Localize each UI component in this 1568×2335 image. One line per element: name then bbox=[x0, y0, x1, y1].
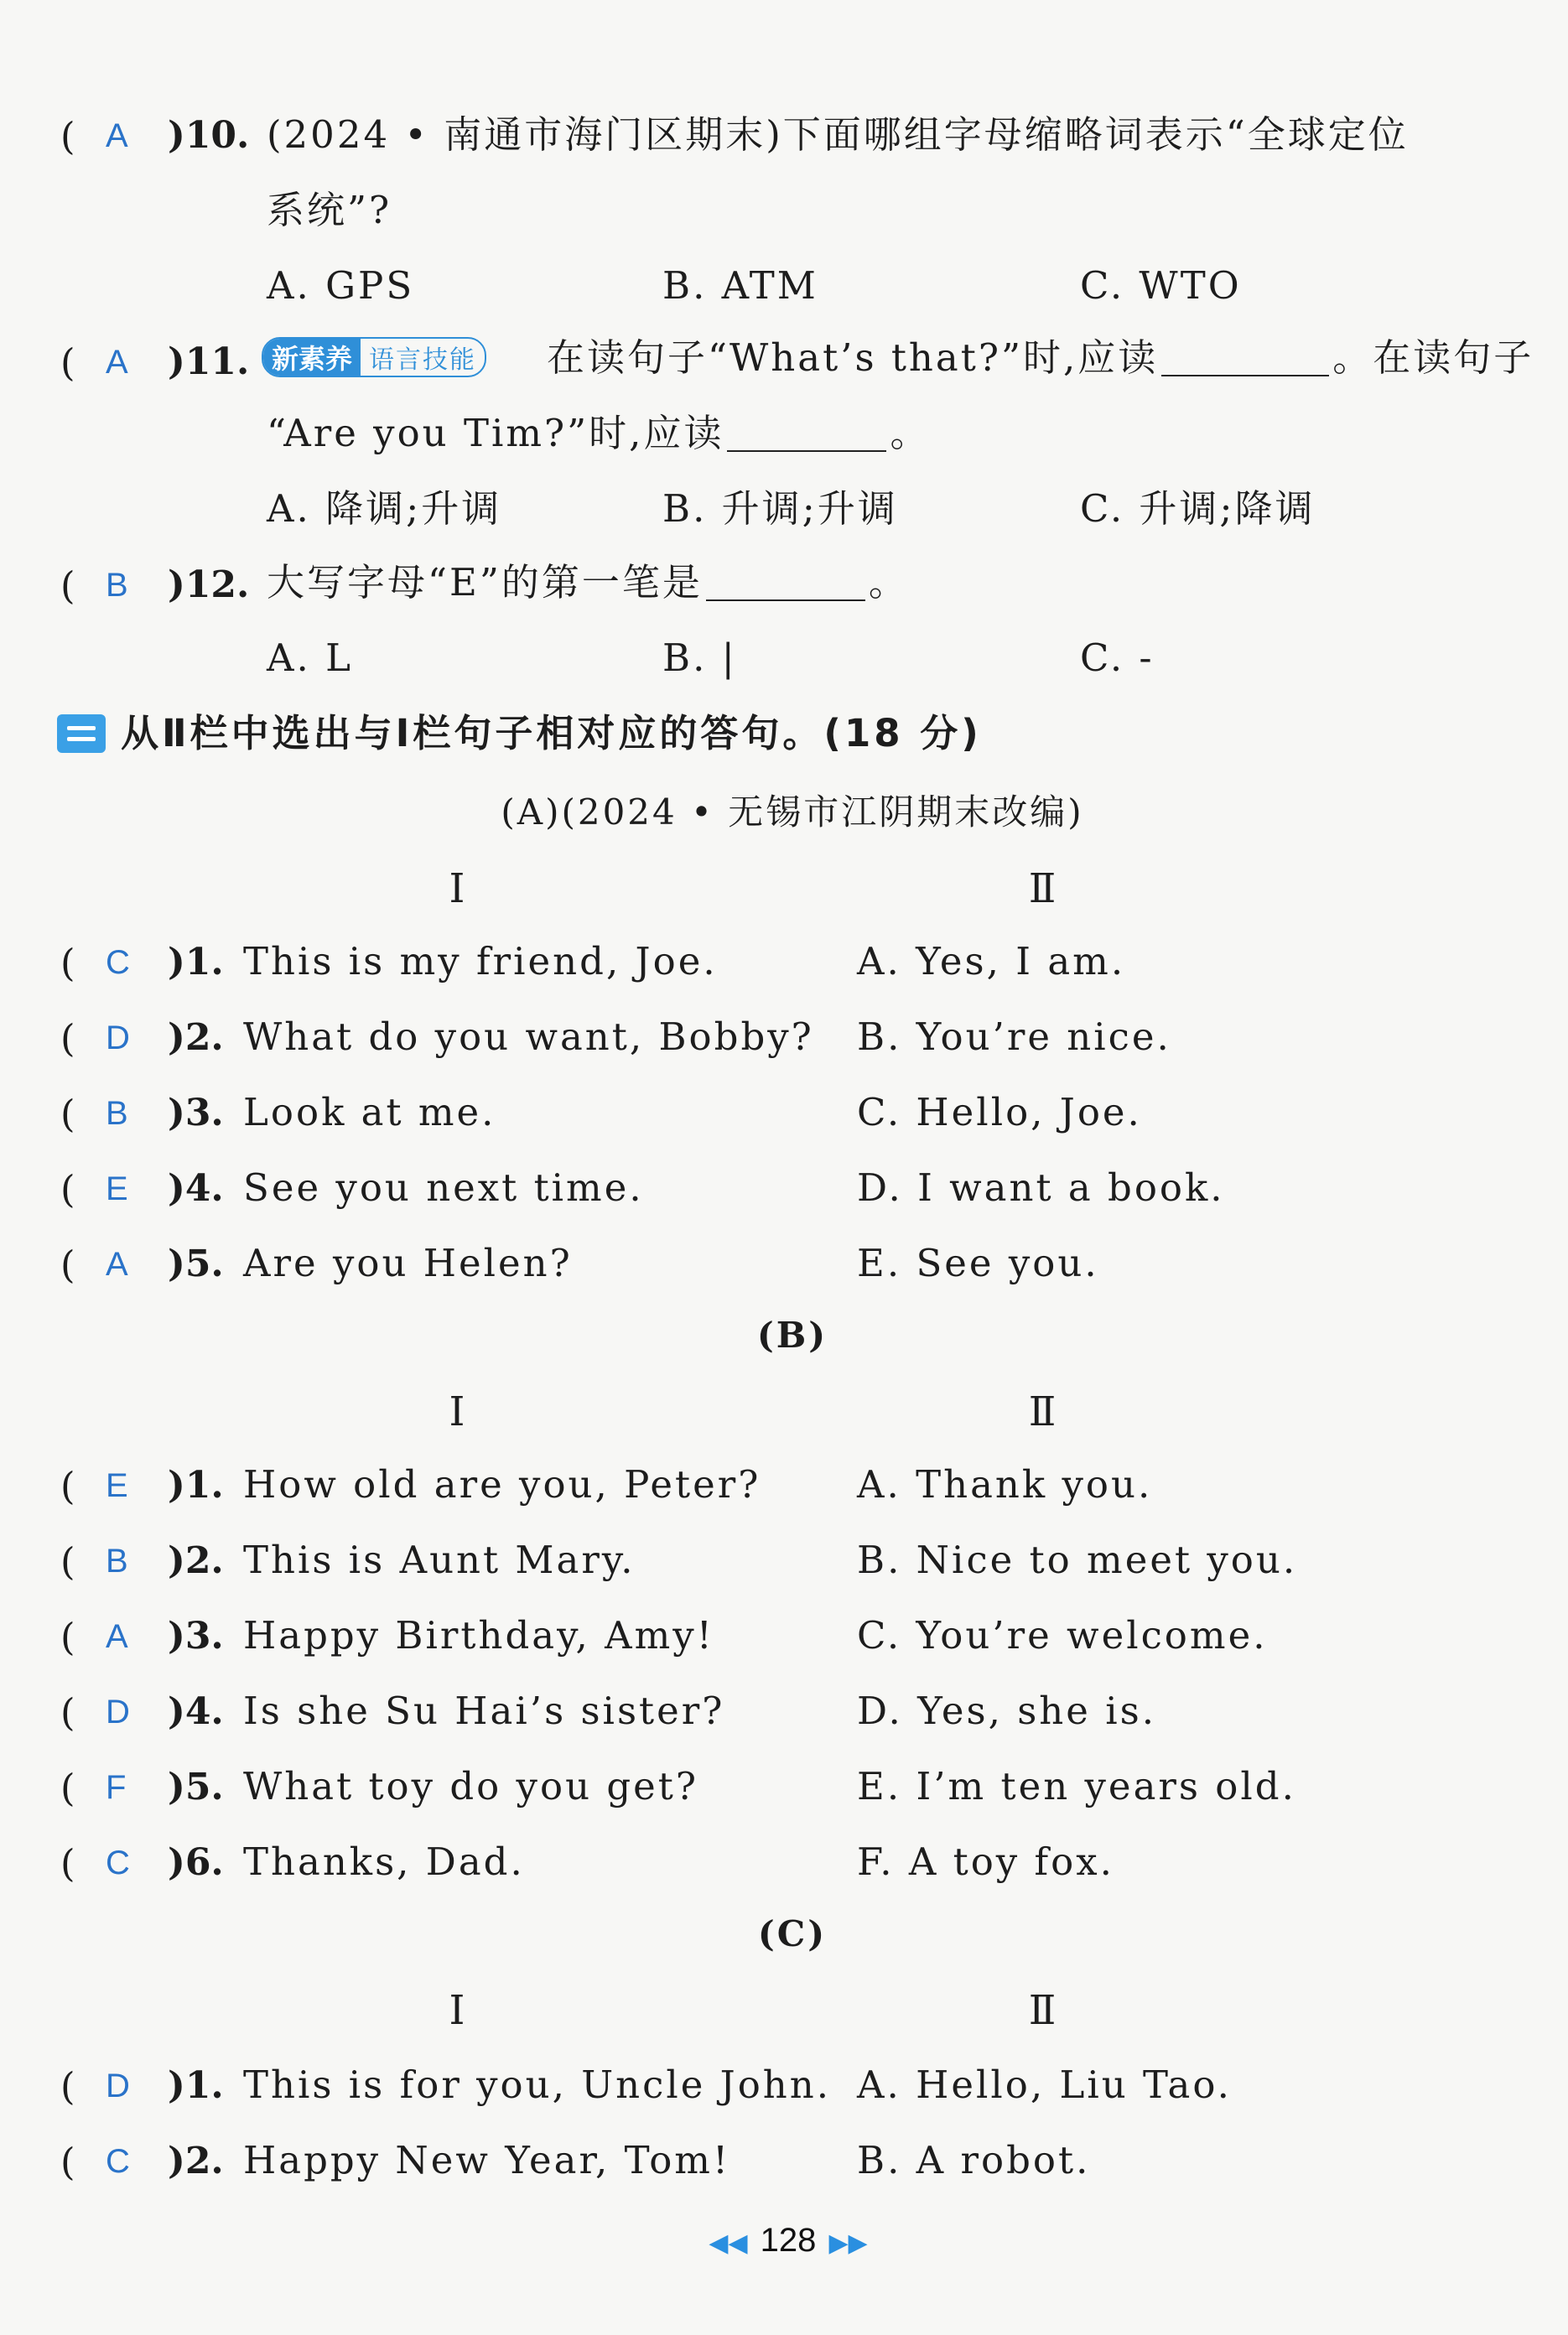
badge-label: 新素养 bbox=[263, 339, 361, 376]
answer: A bbox=[106, 1246, 128, 1283]
question-number: )11. bbox=[168, 340, 250, 383]
part-label: (A)(2024 • 无锡市江阴期末改编) bbox=[501, 791, 1084, 833]
column-header: Ⅰ bbox=[449, 1388, 465, 1435]
answer: E bbox=[106, 1170, 128, 1207]
option: E. I’m ten years old. bbox=[857, 1764, 1296, 1808]
option: B. You’re nice. bbox=[857, 1014, 1171, 1059]
answer-q10: A bbox=[106, 117, 128, 154]
option: B. Nice to meet you. bbox=[857, 1538, 1298, 1582]
answer: B bbox=[106, 1543, 128, 1580]
option: C. - bbox=[1080, 636, 1155, 680]
question-number: )3. bbox=[168, 1092, 224, 1134]
page-number: 128 bbox=[760, 2222, 817, 2259]
question-number: )1. bbox=[168, 941, 224, 983]
option: A. Hello, Liu Tao. bbox=[857, 2063, 1232, 2107]
question-number: )2. bbox=[168, 1016, 224, 1059]
answer-blank bbox=[727, 417, 886, 452]
question-text: This is for you, Uncle John. bbox=[243, 2063, 832, 2107]
question-number: )1. bbox=[168, 1464, 224, 1507]
option: C. WTO bbox=[1080, 263, 1242, 308]
question-text: This is my friend, Joe. bbox=[243, 939, 718, 983]
column-header: Ⅰ bbox=[449, 1987, 465, 2034]
option: D. Yes, she is. bbox=[857, 1689, 1157, 1733]
answer: C bbox=[106, 944, 130, 981]
question-number: )3. bbox=[168, 1615, 224, 1658]
column-header: Ⅰ bbox=[449, 865, 465, 912]
question-number: )2. bbox=[168, 1539, 224, 1582]
option: B. 升调;升调 bbox=[662, 486, 898, 531]
question-text: What toy do you get? bbox=[243, 1764, 699, 1808]
question-text: “Are you Tim?”时,应读 。 bbox=[267, 411, 931, 455]
question-number: )5. bbox=[168, 1243, 224, 1285]
question-number: )10. bbox=[168, 114, 250, 157]
question-number: )2. bbox=[168, 2140, 224, 2182]
question-text: 大写字母“E”的第一笔是 。 bbox=[267, 560, 909, 605]
question-text: 系统”? bbox=[267, 188, 392, 232]
answer: F bbox=[106, 1769, 127, 1806]
question-number: )12. bbox=[168, 563, 250, 606]
question-number: )4. bbox=[168, 1690, 224, 1733]
answer: A bbox=[106, 1618, 128, 1655]
part-label: (C) bbox=[757, 1913, 828, 1954]
answer-q12: B bbox=[106, 567, 128, 604]
question-text: Are you Helen? bbox=[243, 1241, 573, 1285]
question-text: See you next time. bbox=[243, 1165, 644, 1210]
prev-page-icon[interactable]: ◀◀ bbox=[709, 2229, 748, 2258]
option: E. See you. bbox=[857, 1241, 1099, 1285]
question-text: Look at me. bbox=[243, 1090, 496, 1134]
option: D. I want a book. bbox=[857, 1165, 1225, 1210]
answer-q11: A bbox=[106, 344, 128, 381]
paren-open: ( bbox=[60, 340, 75, 385]
question-text: Is she Su Hai’s sister? bbox=[243, 1689, 725, 1733]
page-footer bbox=[688, 2222, 889, 2260]
option: C. You’re welcome. bbox=[857, 1613, 1268, 1658]
answer: C bbox=[106, 2143, 130, 2180]
section-number-icon bbox=[57, 714, 106, 756]
column-header: Ⅱ bbox=[1028, 865, 1057, 912]
option: C. 升调;降调 bbox=[1080, 486, 1316, 531]
paren-open: ( bbox=[60, 563, 75, 608]
part-label: (B) bbox=[756, 1315, 828, 1356]
column-header: Ⅱ bbox=[1028, 1388, 1057, 1435]
question-text: Happy Birthday, Amy! bbox=[243, 1613, 714, 1658]
question-text: What do you want, Bobby? bbox=[243, 1014, 814, 1059]
column-header: Ⅱ bbox=[1028, 1987, 1057, 2034]
badge-label: 语言技能 bbox=[369, 345, 477, 375]
option: C. Hello, Joe. bbox=[857, 1090, 1142, 1134]
answer: D bbox=[106, 1020, 130, 1056]
question-text: This is Aunt Mary. bbox=[243, 1538, 636, 1582]
question-text: (2024 • 南通市海门区期末)下面哪组字母缩略词表示“全球定位 bbox=[267, 112, 1409, 157]
answer: E bbox=[106, 1467, 128, 1504]
answer: C bbox=[106, 1845, 130, 1881]
option: A. Yes, I am. bbox=[857, 939, 1126, 983]
answer-blank bbox=[1161, 341, 1329, 376]
option: F. A toy fox. bbox=[857, 1839, 1114, 1884]
question-text: How old are you, Peter? bbox=[243, 1462, 761, 1507]
skill-badge bbox=[262, 337, 496, 377]
option: A. GPS bbox=[267, 263, 415, 308]
question-text: Happy New Year, Tom! bbox=[243, 2138, 731, 2182]
answer: D bbox=[106, 2068, 130, 2104]
answer: D bbox=[106, 1694, 130, 1730]
option: B. ATM bbox=[662, 263, 818, 308]
option: A. L bbox=[267, 636, 353, 680]
question-number: )1. bbox=[168, 2064, 224, 2107]
option: A. 降调;升调 bbox=[267, 486, 502, 531]
paren-open: ( bbox=[60, 114, 75, 158]
answer-blank bbox=[706, 566, 865, 601]
section-title: 从Ⅱ栏中选出与Ⅰ栏句子相对应的答句。(18 分) bbox=[121, 711, 982, 755]
option: B. | bbox=[662, 636, 737, 680]
question-number: )4. bbox=[168, 1167, 224, 1210]
question-text: 在读句子“What’s that?”时,应读 。在读句子 bbox=[547, 335, 1534, 380]
option: B. A robot. bbox=[857, 2138, 1091, 2182]
question-number: )6. bbox=[168, 1841, 224, 1884]
question-number: )5. bbox=[168, 1766, 224, 1808]
next-page-icon[interactable]: ▶▶ bbox=[828, 2229, 868, 2258]
option: A. Thank you. bbox=[857, 1462, 1153, 1507]
question-text: Thanks, Dad. bbox=[243, 1839, 525, 1884]
answer: B bbox=[106, 1095, 128, 1132]
